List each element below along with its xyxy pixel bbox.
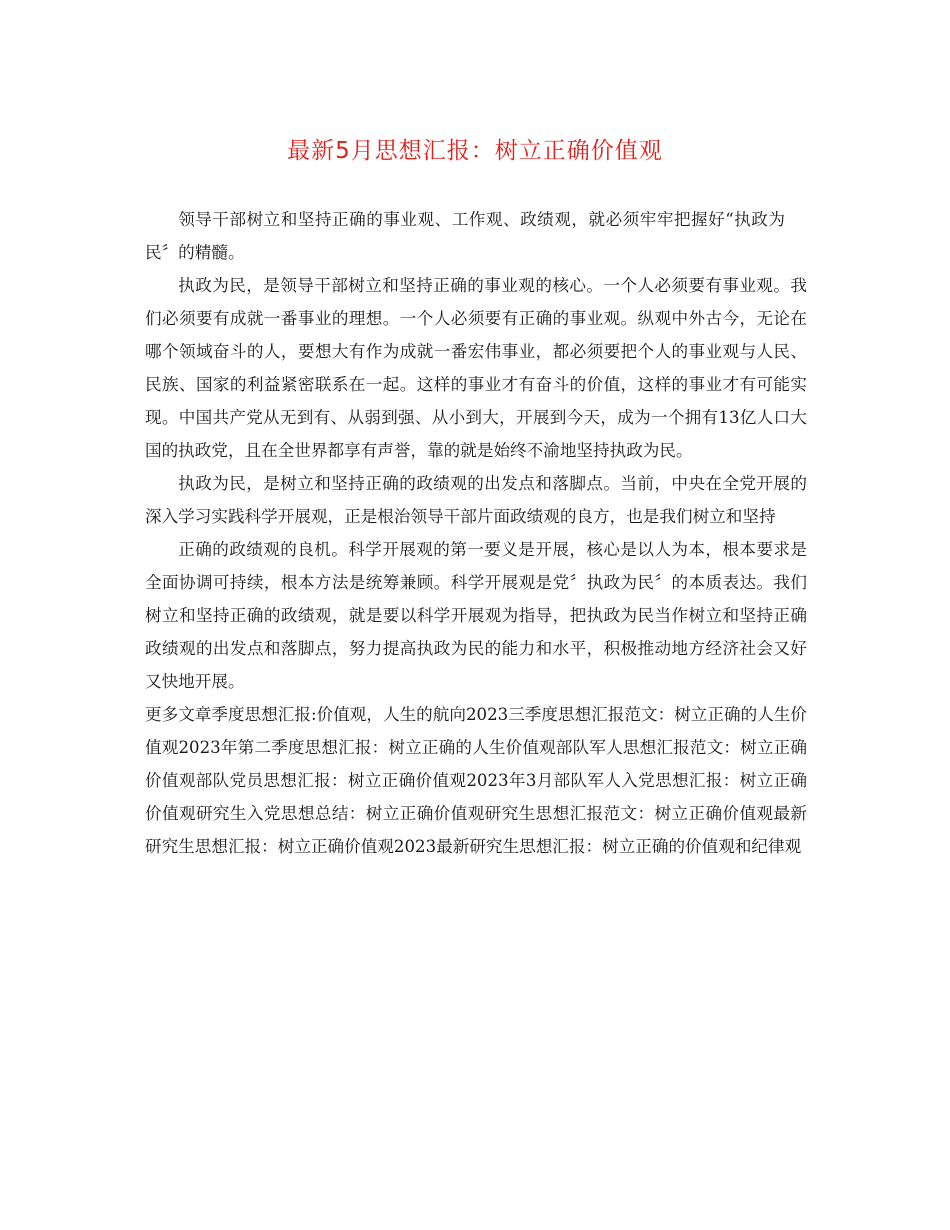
document-body bbox=[145, 203, 807, 863]
related-articles: 更多文章季度思想汇报:价值观，人生的航向2023三季度思想汇报范文：树立正确的人生价值观2023年第二季度思想汇报：树立正确的人生价值观部队军人思想汇报范文：树立正确价值观部队党员思想汇报：树立正确价值观2023年3月部队军人入党思想汇报：树立正确价值观研究生入党思想总结：树立正确价值观研究生思想汇报范文：树立正确价值观最新研究生思想汇报：树立正确价值观2023最新研究生思想汇报：树立正确的价值观和纪律观 bbox=[145, 705, 807, 856]
paragraph-1: 领导干部树立和坚持正确的事业观、工作观、政绩观，就必须牢牢把握好“执政为民〞的精髓。 bbox=[145, 210, 785, 262]
paragraph-2: 执政为民，是领导干部树立和坚持正确的事业观的核心。一个人必须要有事业观。我们必须要有成就一番事业的理想。一个人必须要有正确的事业观。纵观中外古今，无论在哪个领域奋斗的人，要想大有作为成就一番宏伟事业，都必须要把个人的事业观与人民、民族、国家的利益紧密联系在一起。这样的事业才有奋斗的价值，这样的事业才有可能实现。中国共产党从无到有、从弱到强、从小到大，开展到今天，成为一个拥有13亿人口大国的执政党，且在全世界都享有声誉，靠的就是始终不渝地坚持执政为民。 bbox=[145, 276, 807, 460]
document-title: 最新5月思想汇报：树立正确价值观 bbox=[287, 138, 663, 164]
paragraph-3: 执政为民，是树立和坚持正确的政绩观的出发点和落脚点。当前，中央在全党开展的深入学习实践科学开展观，正是根治领导干部片面政绩观的良方，也是我们树立和坚持 bbox=[145, 474, 807, 526]
paragraph-4: 正确的政绩观的良机。科学开展观的第一要义是开展，核心是以人为本，根本要求是全面协调可持续，根本方法是统筹兼顾。科学开展观是党〞执政为民〞的本质表达。我们树立和坚持正确的政绩观，就是要以科学开展观为指导，把执政为民当作树立和坚持正确政绩观的出发点和落脚点，努力提高执政为民的能力和水平，积极推动地方经济社会又好又快地开展。 bbox=[145, 540, 807, 691]
